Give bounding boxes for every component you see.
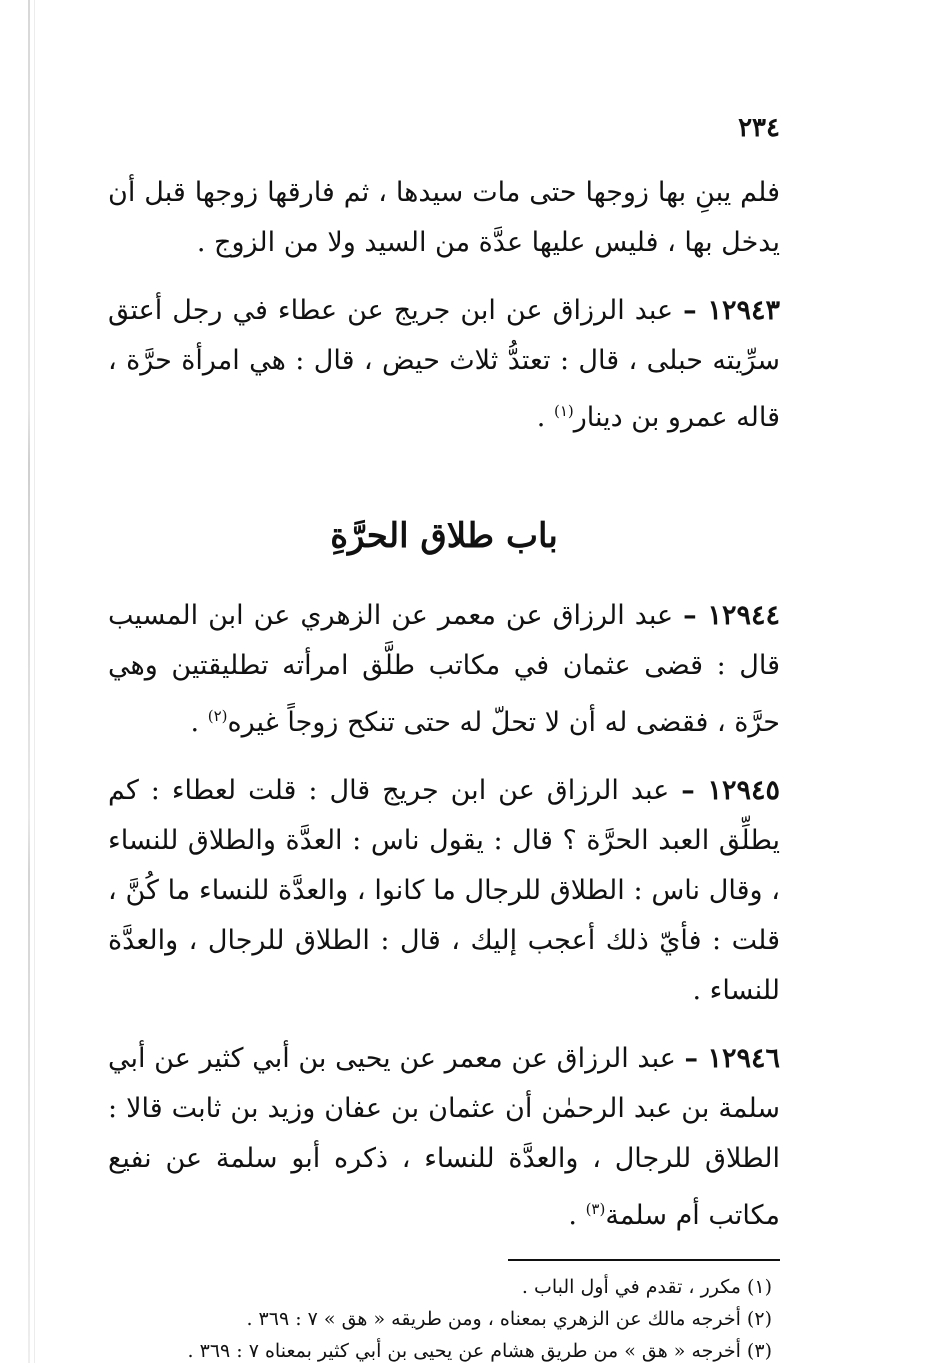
paragraph-text: فلم يبنِ بها زوجها حتى مات سيدها ، ثم فارقها زوجها قبل أن يدخل بها ، فليس عليها عدَّة من السيد ولا من الزوج . xyxy=(108,177,780,258)
book-page xyxy=(108,110,780,1367)
footnote-2: (٢) أخرجه مالك عن الزهري بمعناه ، ومن طريقه « هق » ٧ : ٣٦٩ . xyxy=(246,1308,772,1330)
footnote-3: (٣) أخرجه « هق » من طريق هشام عن يحيى بن أبي كثير بمعناه ٧ : ٣٦٩ . xyxy=(187,1340,772,1362)
page-number: ٢٣٤ xyxy=(738,113,780,143)
footnote-ref[interactable]: (١) xyxy=(553,402,574,420)
hadith-12943 xyxy=(108,286,780,443)
hadith-tail: . xyxy=(190,707,208,738)
hadith-number: ١٢٩٤٤ – xyxy=(683,600,780,631)
hadith-12944 xyxy=(108,591,780,748)
section-title: باب طلاق الحرَّةِ xyxy=(330,516,558,556)
footnote-ref[interactable]: (٢) xyxy=(207,707,228,725)
hadith-tail: . xyxy=(568,1200,586,1231)
hadith-number: ١٢٩٤٥ – xyxy=(681,775,780,806)
footnote-divider xyxy=(508,1259,780,1261)
hadith-number: ١٢٩٤٦ – xyxy=(684,1043,780,1074)
hadith-12945 xyxy=(108,766,780,1016)
hadith-text: عبد الرزاق عن ابن جريج عن عطاء في رجل أعتق سرِّيته حبلى ، قال : تعتدُّ ثلاث حيض ، قال : هي امرأة حرَّة ، قاله عمرو بن دينار xyxy=(108,295,780,433)
scan-edge-line xyxy=(34,0,35,1363)
hadith-tail: . xyxy=(536,402,554,433)
hadith-text: عبد الرزاق عن معمر عن الزهري عن ابن المسيب قال : قضى عثمان في مكاتب طلَّق امرأته تطليقتين وهي حرَّة ، فقضى له أن لا تحلّ له حتى تنكح زوجاً غيره xyxy=(108,600,780,738)
hadith-12946 xyxy=(108,1034,780,1241)
hadith-number: ١٢٩٤٣ – xyxy=(683,295,781,326)
footnote-ref[interactable]: (٣) xyxy=(585,1200,606,1218)
scan-edge-shadow xyxy=(28,0,30,1363)
footnote-1: (١) مكرر ، تقدم في أول الباب . xyxy=(521,1276,772,1298)
hadith-text: عبد الرزاق عن ابن جريج قال : قلت لعطاء : كم يطلِّق العبد الحرَّة ؟ قال : يقول ناس : العدَّة والطلاق للنساء ، وقال ناس : الطلاق للرجال ما كانوا ، والعدَّة للنساء ما كُنَّ ، قلت : فأيّ ذلك أعجب إليك ، قال : الطلاق للرجال ، والعدَّة للنساء . xyxy=(108,775,780,1006)
paragraph-continuation xyxy=(108,168,780,268)
hadith-text: عبد الرزاق عن معمر عن يحيى بن أبي كثير عن أبي سلمة بن عبد الرحمٰن أن عثمان بن عفان وزيد بن ثابت قالا : الطلاق للرجال ، والعدَّة للنساء ، ذكره أبو سلمة عن نفيع مكاتب أم سلمة xyxy=(108,1043,780,1231)
footnotes xyxy=(108,1271,780,1367)
